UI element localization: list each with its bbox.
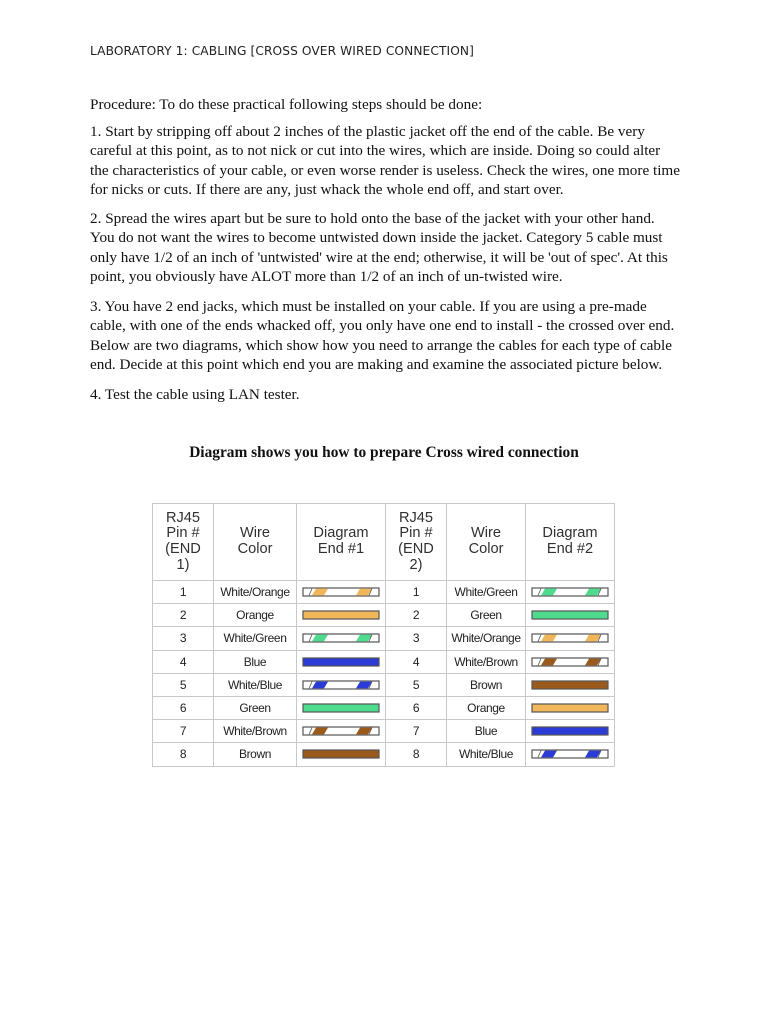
wiring-table-body (153, 581, 615, 767)
header-diagram-end-1: Diagram End #1 (297, 504, 386, 581)
pin-number-end-1: 8 (153, 743, 214, 766)
wire-color-end-1: Orange (214, 604, 297, 627)
wire-color-end-2: White/Orange (447, 627, 526, 650)
paragraph-step-2: 2. Spread the wires apart but be sure to hold onto the base of the jacket with your other hand. You do not want the wires to become untwisted down inside the jacket. Category 5 cable must only have 1/2 of an inch of 'untwisted' wire at the end; otherwise, it will be 'out of spec'. At this point, you obviously have ALOT more than 1/2 of an inch of un-twisted wire. (90, 210, 668, 286)
striped-orange-wire-icon (531, 632, 609, 644)
procedure-intro (90, 95, 680, 114)
table-row (153, 627, 615, 650)
striped-green-wire-icon (531, 586, 609, 598)
diagram-end-1 (297, 673, 386, 696)
diagram-end-1 (297, 627, 386, 650)
header-pin-end-1: RJ45 Pin # (END 1) (153, 504, 214, 581)
diagram-end-2 (526, 720, 615, 743)
diagram-end-2 (526, 581, 615, 604)
solid-green-wire-icon (531, 609, 609, 621)
wire-color-end-1: White/Orange (214, 581, 297, 604)
header-pin-end-2: RJ45 Pin # (END 2) (386, 504, 447, 581)
table-row (153, 650, 615, 673)
table-row (153, 743, 615, 766)
wire-color-end-2: Green (447, 604, 526, 627)
wire-color-end-1: White/Green (214, 627, 297, 650)
header-wire-color-1: Wire Color (214, 504, 297, 581)
header-wire-color-2: Wire Color (447, 504, 526, 581)
solid-brown-wire-icon (302, 748, 380, 760)
wire-color-end-1: Blue (214, 650, 297, 673)
striped-brown-wire-icon (531, 656, 609, 668)
pin-number-end-1: 6 (153, 696, 214, 719)
page-header: LABORATORY 1: CABLING [CROSS OVER WIRED CONNECTION] (90, 44, 474, 58)
diagram-end-2 (526, 673, 615, 696)
pin-number-end-1: 4 (153, 650, 214, 673)
diagram-end-1 (297, 581, 386, 604)
step-3 (90, 297, 680, 375)
table-row (153, 720, 615, 743)
paragraph-step-4: 4. Test the cable using LAN tester. (90, 386, 300, 403)
table-row (153, 604, 615, 627)
diagram-end-2 (526, 743, 615, 766)
diagram-end-2 (526, 650, 615, 673)
pin-number-end-1: 7 (153, 720, 214, 743)
diagram-end-1 (297, 650, 386, 673)
pin-number-end-2: 7 (386, 720, 447, 743)
diagram-end-2 (526, 627, 615, 650)
table-row (153, 581, 615, 604)
step-4 (90, 385, 680, 404)
solid-green-wire-icon (302, 702, 380, 714)
wire-color-end-2: White/Brown (447, 650, 526, 673)
diagram-end-1 (297, 743, 386, 766)
wire-color-end-2: Brown (447, 673, 526, 696)
wire-color-end-2: White/Blue (447, 743, 526, 766)
wire-color-end-1: White/Blue (214, 673, 297, 696)
table-row (153, 673, 615, 696)
solid-blue-wire-icon (302, 656, 380, 668)
table-header-row (153, 504, 615, 581)
header-diagram-end-2: Diagram End #2 (526, 504, 615, 581)
pin-number-end-1: 3 (153, 627, 214, 650)
wire-color-end-1: Brown (214, 743, 297, 766)
diagram-end-1 (297, 696, 386, 719)
wire-color-end-2: Blue (447, 720, 526, 743)
wire-color-end-1: White/Brown (214, 720, 297, 743)
solid-orange-wire-icon (531, 702, 609, 714)
pin-number-end-2: 6 (386, 696, 447, 719)
striped-orange-wire-icon (302, 586, 380, 598)
pin-number-end-1: 2 (153, 604, 214, 627)
diagram-end-1 (297, 604, 386, 627)
pin-number-end-2: 4 (386, 650, 447, 673)
striped-blue-wire-icon (302, 679, 380, 691)
wire-color-end-1: Green (214, 696, 297, 719)
pin-number-end-2: 2 (386, 604, 447, 627)
paragraph-step-3: 3. You have 2 end jacks, which must be installed on your cable. If you are using a pre-made cable, with one of the ends whacked off, you only have one end to install - the crossed over end. Below are two diagrams, which show how you need to arrange the cables for each type of cable end. Decide at this point which end you are making and examine the associated picture below. (90, 298, 675, 374)
striped-green-wire-icon (302, 632, 380, 644)
striped-brown-wire-icon (302, 725, 380, 737)
pin-number-end-2: 8 (386, 743, 447, 766)
diagram-caption: Diagram shows you how to prepare Cross wired connection (189, 444, 579, 461)
diagram-end-1 (297, 720, 386, 743)
paragraph-step-1: 1. Start by stripping off about 2 inches of the plastic jacket off the end of the cable. Be very careful at this point, as to not nick or cut into the wires, which are inside. Doing so could alter the characteristics of your cable, or even worse render is useless. Check the wires, one more time for nicks or cuts. If there are any, just whack the whole end off, and start over. (90, 123, 680, 199)
wiring-table (152, 503, 615, 767)
step-2 (90, 209, 680, 287)
step-1 (90, 122, 680, 200)
solid-orange-wire-icon (302, 609, 380, 621)
paragraph-intro: Procedure: To do these practical following steps should be done: (90, 96, 483, 113)
pin-number-end-2: 5 (386, 673, 447, 696)
diagram-end-2 (526, 696, 615, 719)
striped-blue-wire-icon (531, 748, 609, 760)
diagram-end-2 (526, 604, 615, 627)
pin-number-end-2: 3 (386, 627, 447, 650)
pin-number-end-1: 1 (153, 581, 214, 604)
wire-color-end-2: Orange (447, 696, 526, 719)
pin-number-end-1: 5 (153, 673, 214, 696)
solid-brown-wire-icon (531, 679, 609, 691)
table-row (153, 696, 615, 719)
wire-color-end-2: White/Green (447, 581, 526, 604)
solid-blue-wire-icon (531, 725, 609, 737)
pin-number-end-2: 1 (386, 581, 447, 604)
